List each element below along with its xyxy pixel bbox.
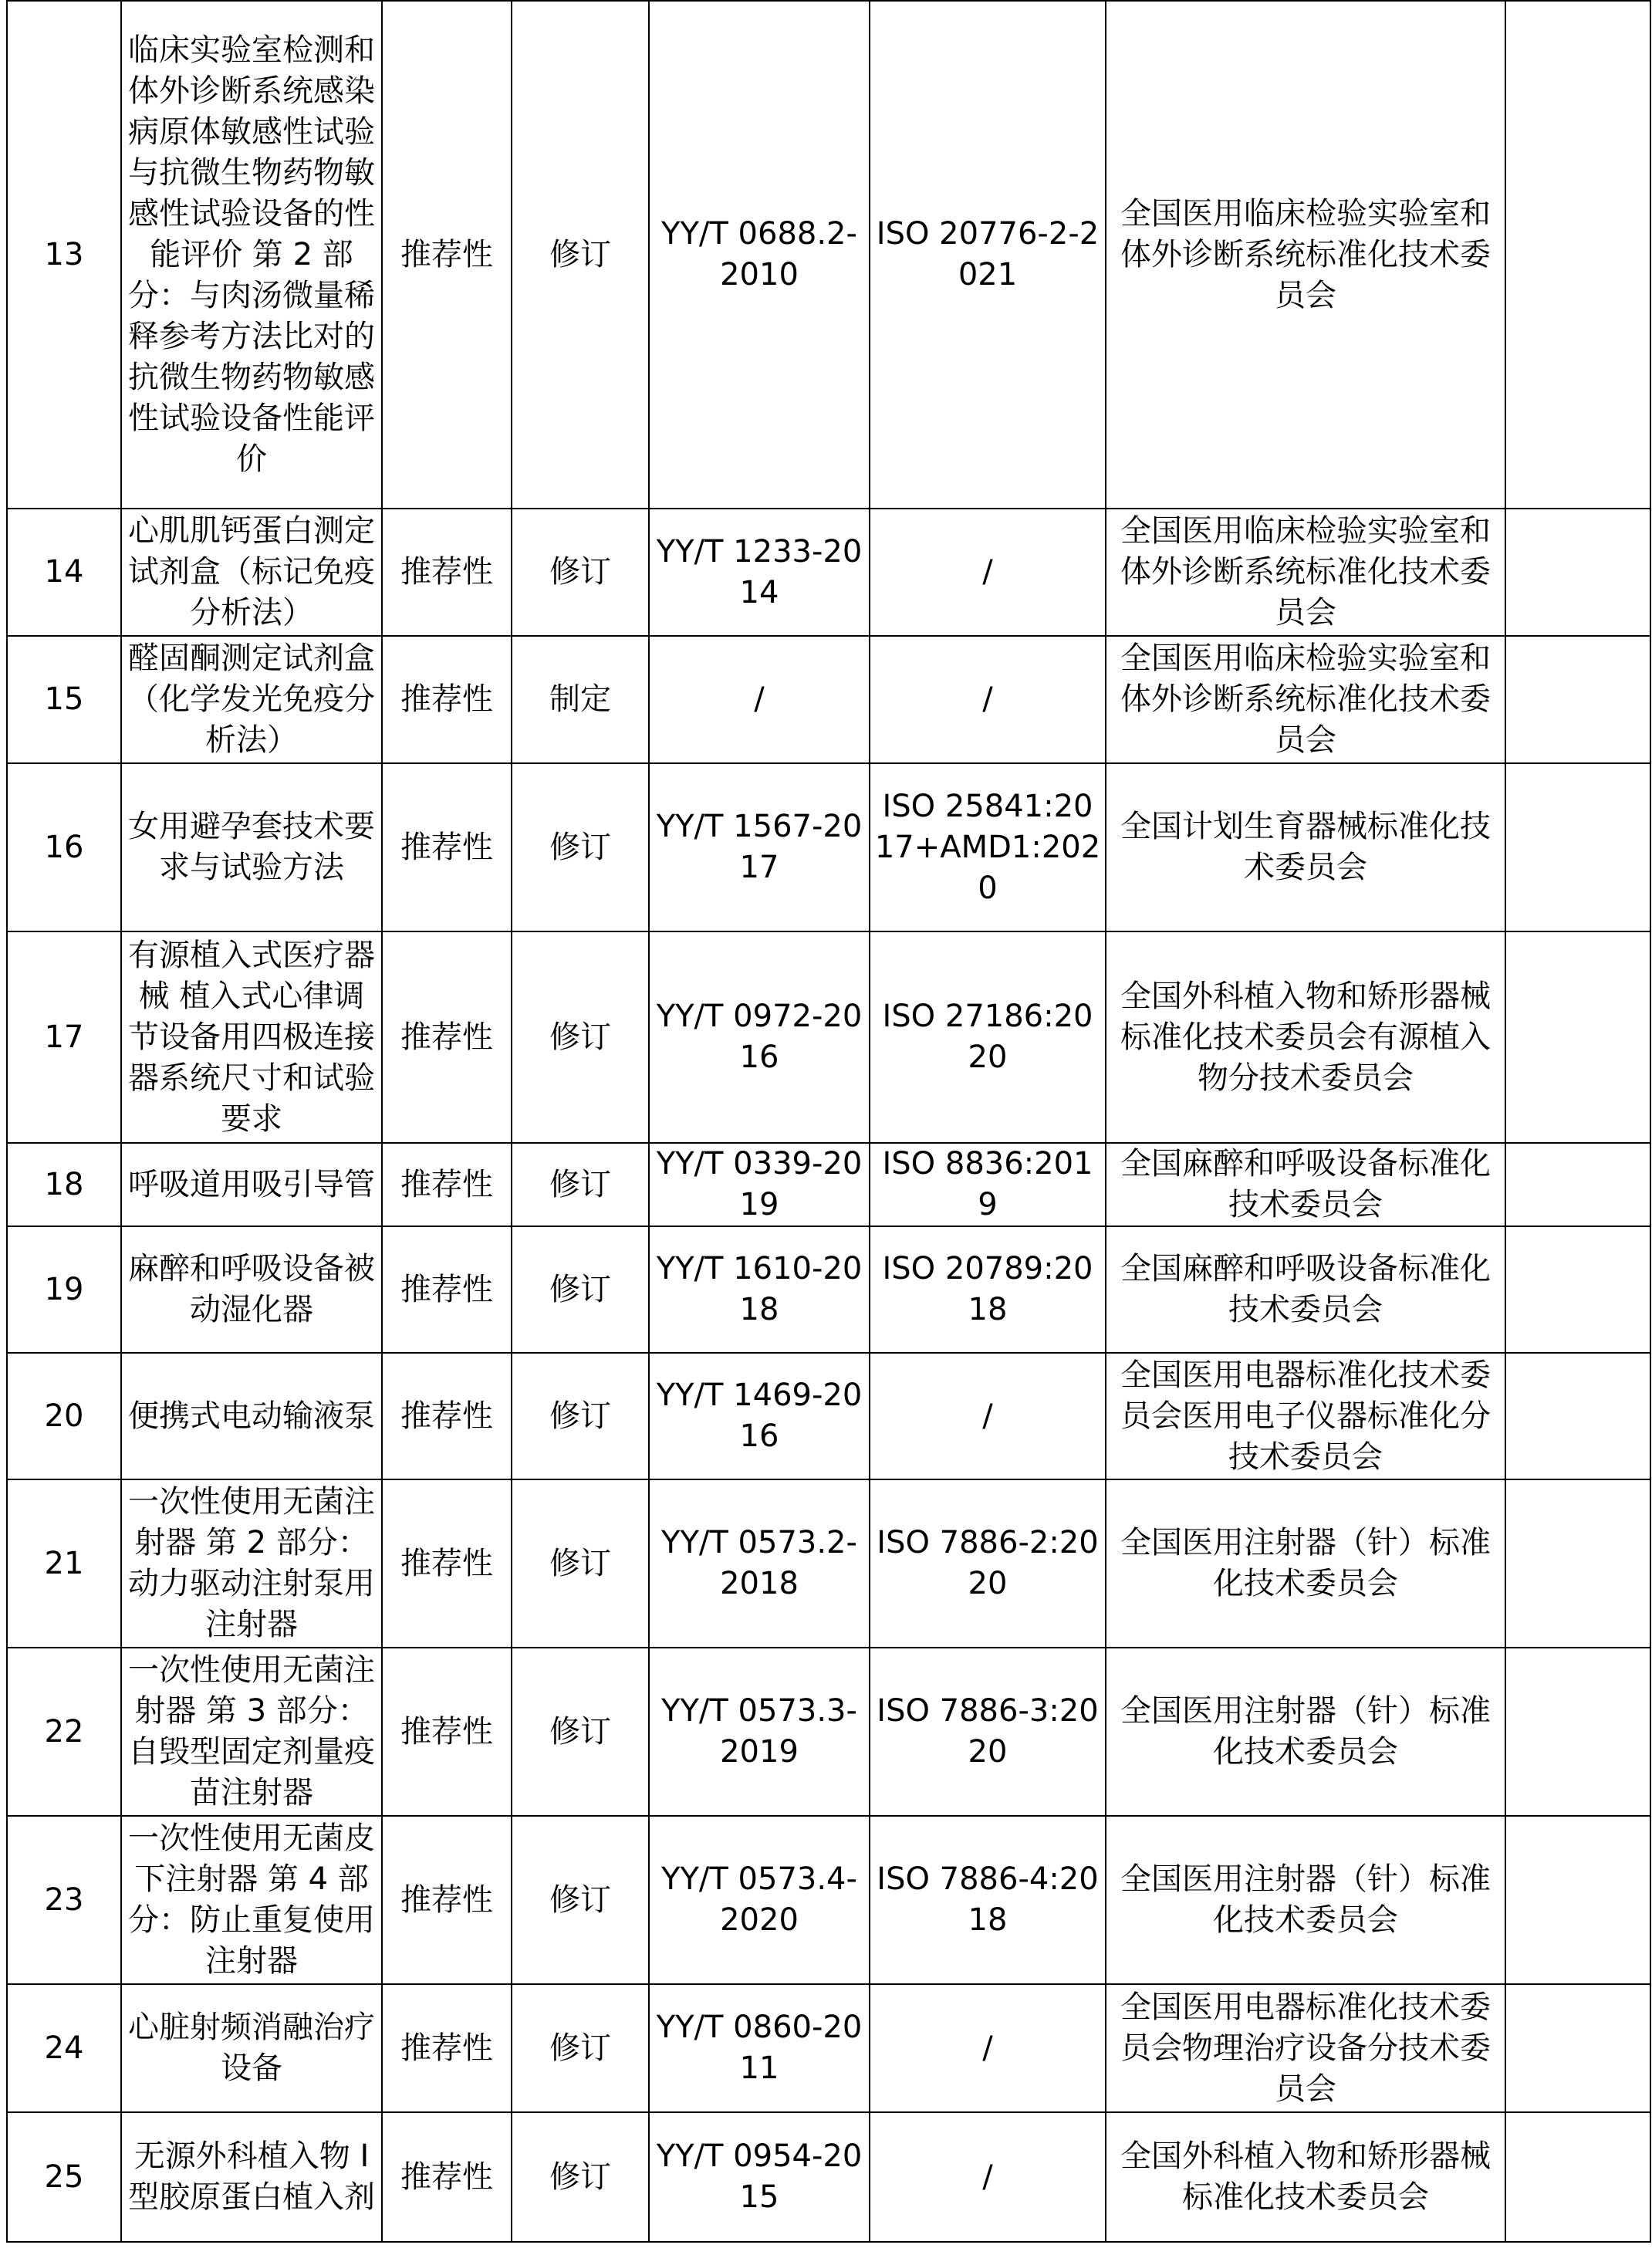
standard-nature-cell: 推荐性 (382, 1479, 512, 1648)
revision-type-cell: 修订 (512, 509, 649, 636)
responsible-committee-cell: 全国医用电器标准化技术委员会物理治疗设备分技术委员会 (1106, 1984, 1505, 2112)
table-row (7, 1226, 1650, 1353)
standard-nature-cell: 推荐性 (382, 1648, 512, 1816)
replaced-standard-cell: YY/T 0860-2011 (649, 1984, 870, 2112)
standard-nature-cell: 推荐性 (382, 1226, 512, 1353)
row-number-cell: 13 (7, 1, 121, 509)
row-number-cell: 17 (7, 931, 121, 1143)
revision-type-cell: 修订 (512, 931, 649, 1143)
standard-nature-cell: 推荐性 (382, 2112, 512, 2242)
row-number-cell: 24 (7, 1984, 121, 2112)
adopted-international-standard-cell: ISO 27186:2020 (870, 931, 1106, 1143)
remark-cell (1505, 1226, 1650, 1353)
row-number-cell: 25 (7, 2112, 121, 2242)
revision-type-cell: 修订 (512, 1226, 649, 1353)
adopted-international-standard-cell: / (870, 636, 1106, 763)
replaced-standard-cell: YY/T 1469-2016 (649, 1353, 870, 1479)
responsible-committee-cell: 全国外科植入物和矫形器械标准化技术委员会有源植入物分技术委员会 (1106, 931, 1505, 1143)
revision-type-cell: 修订 (512, 1353, 649, 1479)
standard-nature-cell: 推荐性 (382, 509, 512, 636)
responsible-committee-cell: 全国医用临床检验实验室和体外诊断系统标准化技术委员会 (1106, 509, 1505, 636)
standard-name-cell: 麻醉和呼吸设备被动湿化器 (121, 1226, 382, 1353)
table-row (7, 1353, 1650, 1479)
revision-type-cell: 修订 (512, 763, 649, 931)
standard-nature-cell: 推荐性 (382, 1353, 512, 1479)
standard-name-cell: 便携式电动输液泵 (121, 1353, 382, 1479)
row-number-cell: 22 (7, 1648, 121, 1816)
revision-type-cell: 修订 (512, 1816, 649, 1984)
responsible-committee-cell: 全国麻醉和呼吸设备标准化技术委员会 (1106, 1143, 1505, 1226)
adopted-international-standard-cell: ISO 8836:2019 (870, 1143, 1106, 1226)
row-number-cell: 16 (7, 763, 121, 931)
replaced-standard-cell: YY/T 0954-2015 (649, 2112, 870, 2242)
table-row (7, 636, 1650, 763)
remark-cell (1505, 509, 1650, 636)
table-row (7, 2112, 1650, 2242)
table-row (7, 1479, 1650, 1648)
adopted-international-standard-cell: ISO 20776-2-2021 (870, 1, 1106, 509)
replaced-standard-cell: YY/T 0339-2019 (649, 1143, 870, 1226)
standard-nature-cell: 推荐性 (382, 1, 512, 509)
standards-table (6, 0, 1651, 2243)
table-body (7, 1, 1650, 2242)
standard-name-cell: 一次性使用无菌注射器 第 2 部分：动力驱动注射泵用注射器 (121, 1479, 382, 1648)
replaced-standard-cell: YY/T 0573.4-2020 (649, 1816, 870, 1984)
table-row (7, 763, 1650, 931)
row-number-cell: 15 (7, 636, 121, 763)
adopted-international-standard-cell: ISO 20789:2018 (870, 1226, 1106, 1353)
standard-nature-cell: 推荐性 (382, 1143, 512, 1226)
revision-type-cell: 修订 (512, 1143, 649, 1226)
standard-name-cell: 有源植入式医疗器械 植入式心律调节设备用四极连接器系统尺寸和试验要求 (121, 931, 382, 1143)
responsible-committee-cell: 全国医用注射器（针）标准化技术委员会 (1106, 1816, 1505, 1984)
adopted-international-standard-cell: / (870, 2112, 1106, 2242)
responsible-committee-cell: 全国医用电器标准化技术委员会医用电子仪器标准化分技术委员会 (1106, 1353, 1505, 1479)
revision-type-cell: 修订 (512, 1, 649, 509)
table-row (7, 1816, 1650, 1984)
responsible-committee-cell: 全国外科植入物和矫形器械标准化技术委员会 (1106, 2112, 1505, 2242)
standard-name-cell: 心肌肌钙蛋白测定试剂盒（标记免疫分析法） (121, 509, 382, 636)
standard-nature-cell: 推荐性 (382, 931, 512, 1143)
responsible-committee-cell: 全国计划生育器械标准化技术委员会 (1106, 763, 1505, 931)
revision-type-cell: 制定 (512, 636, 649, 763)
remark-cell (1505, 1479, 1650, 1648)
row-number-cell: 18 (7, 1143, 121, 1226)
adopted-international-standard-cell: ISO 7886-4:2018 (870, 1816, 1106, 1984)
revision-type-cell: 修订 (512, 1479, 649, 1648)
remark-cell (1505, 1648, 1650, 1816)
row-number-cell: 20 (7, 1353, 121, 1479)
remark-cell (1505, 1143, 1650, 1226)
standard-name-cell: 女用避孕套技术要求与试验方法 (121, 763, 382, 931)
replaced-standard-cell: YY/T 1610-2018 (649, 1226, 870, 1353)
replaced-standard-cell: YY/T 0573.2-2018 (649, 1479, 870, 1648)
replaced-standard-cell: YY/T 0972-2016 (649, 931, 870, 1143)
remark-cell (1505, 2112, 1650, 2242)
responsible-committee-cell: 全国医用临床检验实验室和体外诊断系统标准化技术委员会 (1106, 636, 1505, 763)
standard-name-cell: 临床实验室检测和体外诊断系统感染病原体敏感性试验与抗微生物药物敏感性试验设备的性能评价 第 2 部分：与肉汤微量稀释参考方法比对的抗微生物药物敏感性试验设备性能评价 (121, 1, 382, 509)
standard-name-cell: 心脏射频消融治疗设备 (121, 1984, 382, 2112)
standard-name-cell: 一次性使用无菌皮下注射器 第 4 部分：防止重复使用注射器 (121, 1816, 382, 1984)
replaced-standard-cell: / (649, 636, 870, 763)
table-row (7, 1984, 1650, 2112)
table-row (7, 1, 1650, 509)
replaced-standard-cell: YY/T 1233-2014 (649, 509, 870, 636)
remark-cell (1505, 763, 1650, 931)
remark-cell (1505, 636, 1650, 763)
table-row (7, 1143, 1650, 1226)
row-number-cell: 19 (7, 1226, 121, 1353)
responsible-committee-cell: 全国医用注射器（针）标准化技术委员会 (1106, 1648, 1505, 1816)
adopted-international-standard-cell: ISO 7886-3:2020 (870, 1648, 1106, 1816)
responsible-committee-cell: 全国医用注射器（针）标准化技术委员会 (1106, 1479, 1505, 1648)
standard-nature-cell: 推荐性 (382, 1816, 512, 1984)
adopted-international-standard-cell: / (870, 1353, 1106, 1479)
standard-nature-cell: 推荐性 (382, 763, 512, 931)
table-row (7, 509, 1650, 636)
row-number-cell: 23 (7, 1816, 121, 1984)
standard-nature-cell: 推荐性 (382, 1984, 512, 2112)
revision-type-cell: 修订 (512, 1984, 649, 2112)
replaced-standard-cell: YY/T 1567-2017 (649, 763, 870, 931)
remark-cell (1505, 1984, 1650, 2112)
replaced-standard-cell: YY/T 0573.3-2019 (649, 1648, 870, 1816)
adopted-international-standard-cell: / (870, 509, 1106, 636)
row-number-cell: 14 (7, 509, 121, 636)
responsible-committee-cell: 全国医用临床检验实验室和体外诊断系统标准化技术委员会 (1106, 1, 1505, 509)
adopted-international-standard-cell: / (870, 1984, 1106, 2112)
revision-type-cell: 修订 (512, 1648, 649, 1816)
remark-cell (1505, 1816, 1650, 1984)
remark-cell (1505, 931, 1650, 1143)
standard-name-cell: 一次性使用无菌注射器 第 3 部分：自毁型固定剂量疫苗注射器 (121, 1648, 382, 1816)
standard-nature-cell: 推荐性 (382, 636, 512, 763)
row-number-cell: 21 (7, 1479, 121, 1648)
table-row (7, 931, 1650, 1143)
standard-name-cell: 呼吸道用吸引导管 (121, 1143, 382, 1226)
remark-cell (1505, 1353, 1650, 1479)
replaced-standard-cell: YY/T 0688.2-2010 (649, 1, 870, 509)
adopted-international-standard-cell: ISO 25841:2017+AMD1:2020 (870, 763, 1106, 931)
remark-cell (1505, 1, 1650, 509)
adopted-international-standard-cell: ISO 7886-2:2020 (870, 1479, 1106, 1648)
responsible-committee-cell: 全国麻醉和呼吸设备标准化技术委员会 (1106, 1226, 1505, 1353)
revision-type-cell: 修订 (512, 2112, 649, 2242)
standard-name-cell: 醛固酮测定试剂盒（化学发光免疫分析法） (121, 636, 382, 763)
standard-name-cell: 无源外科植入物 I 型胶原蛋白植入剂 (121, 2112, 382, 2242)
table-row (7, 1648, 1650, 1816)
